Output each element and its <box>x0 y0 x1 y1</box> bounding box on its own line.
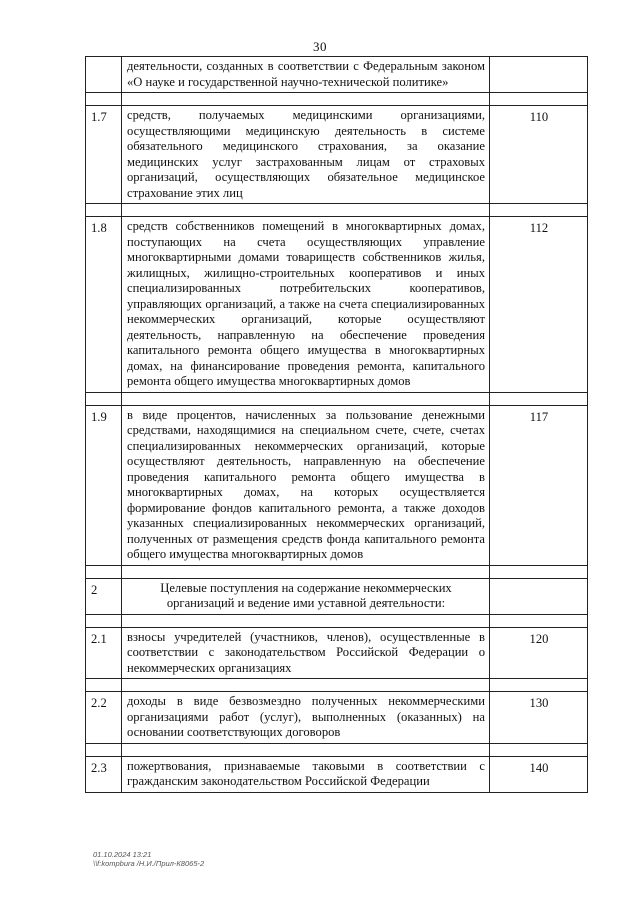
row-code: 117 <box>490 405 588 565</box>
row-number: 2.2 <box>86 692 122 744</box>
row-code: 130 <box>490 692 588 744</box>
table-row <box>86 405 588 565</box>
document-table <box>85 56 588 793</box>
row-text: в виде процентов, начисленных за пользование денежными средствами, находящимися на специальном счете, счете, счетах специализированных некоммерческих организаций, которые осуществляют деятельность, направленную на обеспечение проведения капитального ремонта общего имущества в многоквартирных домах, на которых осуществляется формирование фондов капитального ремонта, а также доходов указанных специализированных некоммерческих организаций, полученных от размещения средств фонда капитального ремонта общего имущества многоквартирных домов <box>122 405 490 565</box>
row-gap <box>86 204 588 217</box>
row-code: 140 <box>490 756 588 792</box>
row-number: 1.8 <box>86 217 122 393</box>
table-row <box>86 578 588 614</box>
row-code <box>490 578 588 614</box>
row-code <box>490 57 588 93</box>
row-text: взносы учредителей (участников, членов), осуществленные в соответствии с законодательством Российской Федерации о некоммерческих организациях <box>122 627 490 679</box>
table-row <box>86 692 588 744</box>
row-text: пожертвования, признаваемые таковыми в соответствии с гражданским законодательством Российской Федерации <box>122 756 490 792</box>
row-gap <box>86 565 588 578</box>
row-gap <box>86 679 588 692</box>
page-number: 30 <box>313 39 327 54</box>
table-row <box>86 106 588 204</box>
row-gap <box>86 392 588 405</box>
table-row <box>86 217 588 393</box>
table-row <box>86 57 588 93</box>
row-code: 120 <box>490 627 588 679</box>
section-heading: Целевые поступления на содержание некоммерческих организаций и ведение ими уставной деятельности: <box>122 578 490 614</box>
row-gap <box>86 614 588 627</box>
row-gap <box>86 93 588 106</box>
row-text: средств, получаемых медицинскими организациями, осуществляющими медицинскую деятельность в системе обязательного медицинского страхования, за оказание медицинских услуг застрахованным лицам от страховых организаций, осуществляющих обязательное медицинское страхование этих лиц <box>122 106 490 204</box>
footer-file-path: \\f:kompbura /Н.И./Прил-К8065-2 <box>93 859 205 868</box>
row-number <box>86 57 122 93</box>
row-number: 2.1 <box>86 627 122 679</box>
row-text: доходы в виде безвозмездно полученных некоммерческими организациями работ (услуг), выполненных (оказанных) на основании соответствующих договоров <box>122 692 490 744</box>
row-gap <box>86 743 588 756</box>
row-number: 1.9 <box>86 405 122 565</box>
row-code: 110 <box>490 106 588 204</box>
row-number: 2 <box>86 578 122 614</box>
row-number: 2.3 <box>86 756 122 792</box>
footer-timestamp: 01.10.2024 13:21 <box>93 850 152 859</box>
row-text: деятельности, созданных в соответствии с Федеральным законом «О науке и государственной научно-технической политике» <box>122 57 490 93</box>
row-text: средств собственников помещений в многоквартирных домах, поступающих на счета осуществляющих управление многоквартирными домами товариществ собственников жилья, жилищных, жилищно-строительных кооперативов и иных специализированных потребительских кооперативов, управляющих организаций, а также на счета специализированных некоммерческих организаций, которые осуществляют деятельность, направленную на обеспечение проведения капитального ремонта общего имущества в многоквартирных домах, на финансирование проведения ремонта, капитального ремонта общего имущества многоквартирных домов <box>122 217 490 393</box>
table-row <box>86 627 588 679</box>
footer-stamp <box>93 850 204 868</box>
row-code: 112 <box>490 217 588 393</box>
row-number: 1.7 <box>86 106 122 204</box>
table-row <box>86 756 588 792</box>
